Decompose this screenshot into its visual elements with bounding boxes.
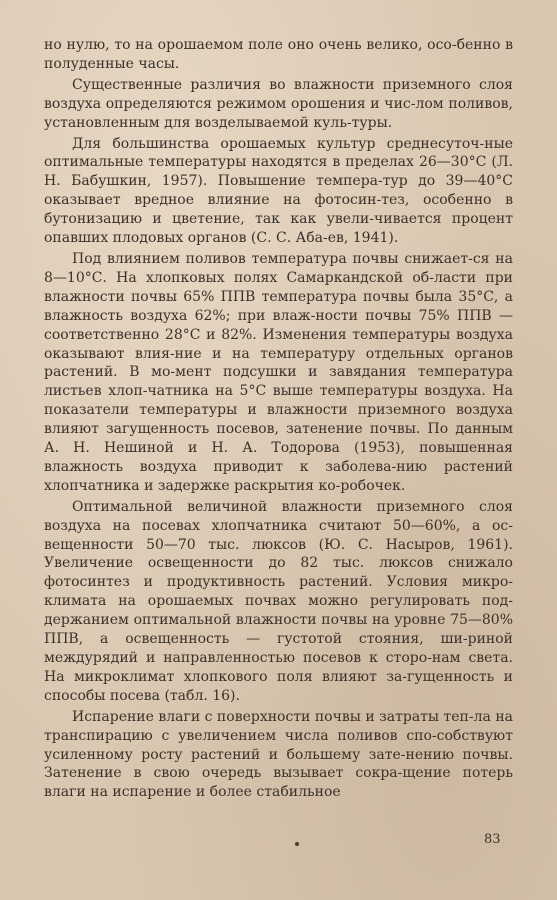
page-number: 83: [484, 832, 501, 847]
paragraph-optimal-humidity: Оптимальной величиной влажности приземного слоя воздуха на посевах хлопчатника считают 50—60%, а ос-вещенности 50—70 тыс. люксов (Ю. С. Насыров, 1961). Увеличение освещенности до 82 тыс. люксов снижало фотосинтез и продуктивность растений. Условия микро-климата на орошаемых почвах можно регулировать под-держанием оптимальной влажности почвы на уровне 75—80% ППВ, а освещенность — густотой стояния, ши-риной междурядий и направленностью посевов к сторо-нам света. На микроклимат хлопкового поля влияют за-гущенность и способы посева (табл. 16).: [44, 498, 513, 704]
paragraph-continuation: но нулю, то на орошаемом поле оно очень велико, осо-бенно в полуденные часы.: [44, 37, 513, 72]
paragraph-evaporation: Испарение влаги с поверхности почвы и затраты теп-ла на транспирацию с увеличением числа поливов спо-собствуют усиленному росту растений и большему зате-нению почвы. Затенение в свою очередь вызывает сокра-щение потерь влаги на испарение и более стабильное: [44, 708, 513, 801]
print-speck: [295, 842, 299, 846]
paragraph-soil-temperature: Под влиянием поливов температура почвы снижает-ся на 8—10°С. На хлопковых полях Самаркандской об-ласти при влажности почвы 65% ППВ температура почвы была 35°С, а влажность воздуха 62%; при влаж-ности почвы 75% ППВ — соответственно 28°С и 82%. Изменения температуры воздуха оказывают влия-ние и на температуру отдельных органов растений. В мо-мент подсушки и завядания температура листьев хлоп-чатника на 5°С выше температуры воздуха. На показатели температуры и влажности приземного воздуха влияют загущенность посевов, затенение почвы. По данным А. Н. Нешиной и Н. А. Тодорова (1953), повышенная влажность воздуха приводит к заболева-нию растений хлопчатника и задержке раскрытия ко-робочек.: [44, 250, 513, 494]
paragraph-optimal-temperatures: Для большинства орошаемых культур среднесуточ-ные оптимальные температуры находятся в пределах 26—30°С (Л. Н. Бабушкин, 1957). Повышение темпера-тур до 39—40°С оказывает вредное влияние на фотосин-тез, особенно в бутонизацию и цветение, так как увели-чивается процент опавших плодовых органов (С. С. Аба-ев, 1941).: [44, 135, 513, 247]
paragraph-humidity-differences: Существенные различия во влажности приземного слоя воздуха определяются режимом орошения и чис-лом поливов, установленным для возделываемой куль-туры.: [44, 76, 513, 131]
page-body: [44, 36, 513, 804]
